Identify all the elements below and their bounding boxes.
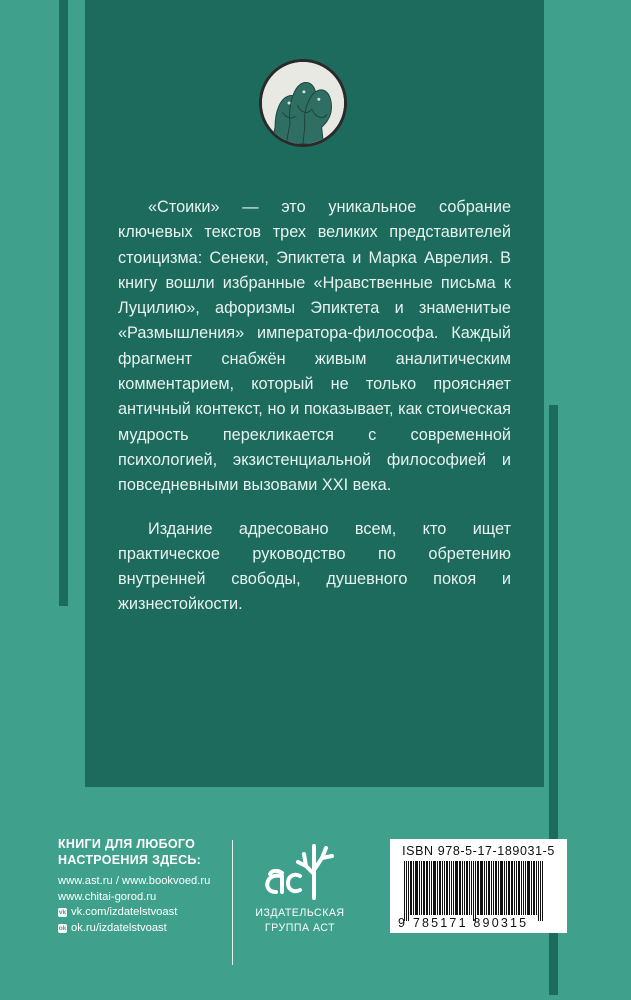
- barcode-digits: 9 785171 890315: [398, 916, 529, 930]
- barcode-bar: [455, 861, 458, 915]
- publisher-name-line-1: ИЗДАТЕЛЬСКАЯ: [255, 907, 345, 919]
- barcode-box: [390, 839, 567, 933]
- barcode-bar: [419, 861, 420, 915]
- barcode-bar: [442, 861, 443, 915]
- barcode-bar: [498, 861, 499, 915]
- barcode-bar: [415, 861, 418, 915]
- barcode-bar: [500, 861, 503, 915]
- barcode-bar: [493, 861, 494, 915]
- description-paragraph-2: Издание адресовано всем, кто ищет практическое руководство по обретению внутренней свободы, душевного покоя и жизнестойкости.: [118, 519, 511, 614]
- barcode-bar: [437, 861, 438, 915]
- barcode-bar: [516, 861, 517, 915]
- barcode-bar: [453, 861, 454, 915]
- barcode-bar: [525, 861, 526, 915]
- barcode-bar: [527, 861, 530, 915]
- barcode-bar: [504, 861, 505, 915]
- philosophers-medallion-icon: [259, 59, 347, 147]
- ast-logo-icon: [260, 840, 342, 904]
- philosophers-portrait-image: [262, 62, 344, 144]
- barcode-bar: [471, 861, 472, 915]
- link-ok[interactable]: [58, 921, 238, 937]
- barcode-bar: [531, 861, 532, 915]
- barcode-bar: [421, 861, 422, 915]
- barcode-bar: [521, 861, 522, 915]
- link-chitai-gorod[interactable]: www.chitai-gorod.ru: [58, 890, 157, 903]
- barcode-bar: [429, 861, 430, 915]
- barcode-bar: [514, 861, 515, 915]
- barcode-bar: [533, 861, 535, 915]
- barcode-bars: [404, 861, 559, 917]
- barcode-bar: [473, 861, 474, 921]
- barcode-bar: [449, 861, 450, 915]
- link-vk[interactable]: [58, 905, 238, 921]
- publisher-name: [246, 906, 354, 936]
- publisher-logo: [246, 836, 364, 966]
- barcode-bar: [462, 861, 463, 915]
- barcode-bar: [484, 861, 485, 915]
- link-vk-text: vk.com/izdatelstvoast: [71, 906, 178, 918]
- barcode-bar: [410, 861, 412, 915]
- barcode-bar: [486, 861, 487, 915]
- barcode-bar: [477, 861, 479, 915]
- barcode-bar: [540, 861, 541, 921]
- barcode-bar: [475, 861, 476, 921]
- isbn-text: ISBN 978-5-17-189031-5: [402, 844, 555, 858]
- vk-icon: vk: [58, 909, 67, 917]
- barcode-bar: [431, 861, 432, 915]
- barcode-bar: [433, 861, 436, 915]
- barcode-bar: [446, 861, 448, 915]
- barcode-bar: [423, 861, 425, 915]
- barcode-bar: [523, 861, 524, 915]
- barcode-bar: [404, 861, 405, 921]
- footer-divider: [232, 840, 233, 965]
- barcode-bar: [413, 861, 414, 915]
- barcode-bar: [511, 861, 513, 915]
- barcode-bar: [508, 861, 510, 915]
- annotation-text: [118, 195, 511, 618]
- barcode-bar: [464, 861, 465, 915]
- barcode-bar: [538, 861, 539, 921]
- barcode-bar: [408, 861, 409, 921]
- ok-icon: ok: [58, 924, 67, 932]
- link-ast-bookvoed[interactable]: www.ast.ru / www.bookvoed.ru: [58, 875, 211, 887]
- barcode-bar: [469, 861, 470, 915]
- barcode-bar: [491, 861, 492, 915]
- publisher-name-line-2: ГРУППА АСТ: [264, 922, 336, 934]
- barcode-bar: [542, 861, 543, 921]
- barcode-bar: [506, 861, 507, 915]
- footer-heading-line-2: НАСТРОЕНИЯ ЗДЕСЬ:: [58, 853, 202, 867]
- barcode-bar: [426, 861, 428, 915]
- footer-links: [58, 874, 238, 936]
- barcode-bar: [451, 861, 452, 915]
- barcode-bar: [480, 861, 483, 915]
- barcode-bar: [488, 861, 490, 915]
- barcode-bar: [439, 861, 441, 915]
- left-stripe: [59, 0, 68, 606]
- description-paragraph-1: «Стоики» — это уникальное собрание ключевых текстов трех великих представителей стоицизма: Сенеки, Эпиктета и Марка Аврелия. В книгу вошли избранные «Нравственные письма к Луцилию», афоризмы Эпиктета и знаменитые «Размышления» императора-философа. Каждый фрагмент снабжён живым аналитическим комментарием, который не только проясняет античный контекст, но и показывает, как стоическая мудрость перекликается с современной психологией, экзистенциальной философией и повседневными вызовами XXI века.: [118, 198, 511, 495]
- barcode-bar: [466, 861, 468, 915]
- barcode-bar: [444, 861, 445, 915]
- barcode-bar: [406, 861, 407, 921]
- footer-heading: [58, 836, 228, 868]
- footer-heading-line-1: КНИГИ ДЛЯ ЛЮБОГО: [58, 837, 196, 851]
- barcode-bar: [536, 861, 537, 915]
- barcode-bar: [459, 861, 461, 915]
- link-ok-text: ok.ru/izdatelstvoast: [71, 921, 167, 934]
- barcode-bar: [518, 861, 520, 915]
- barcode-bar: [495, 861, 497, 915]
